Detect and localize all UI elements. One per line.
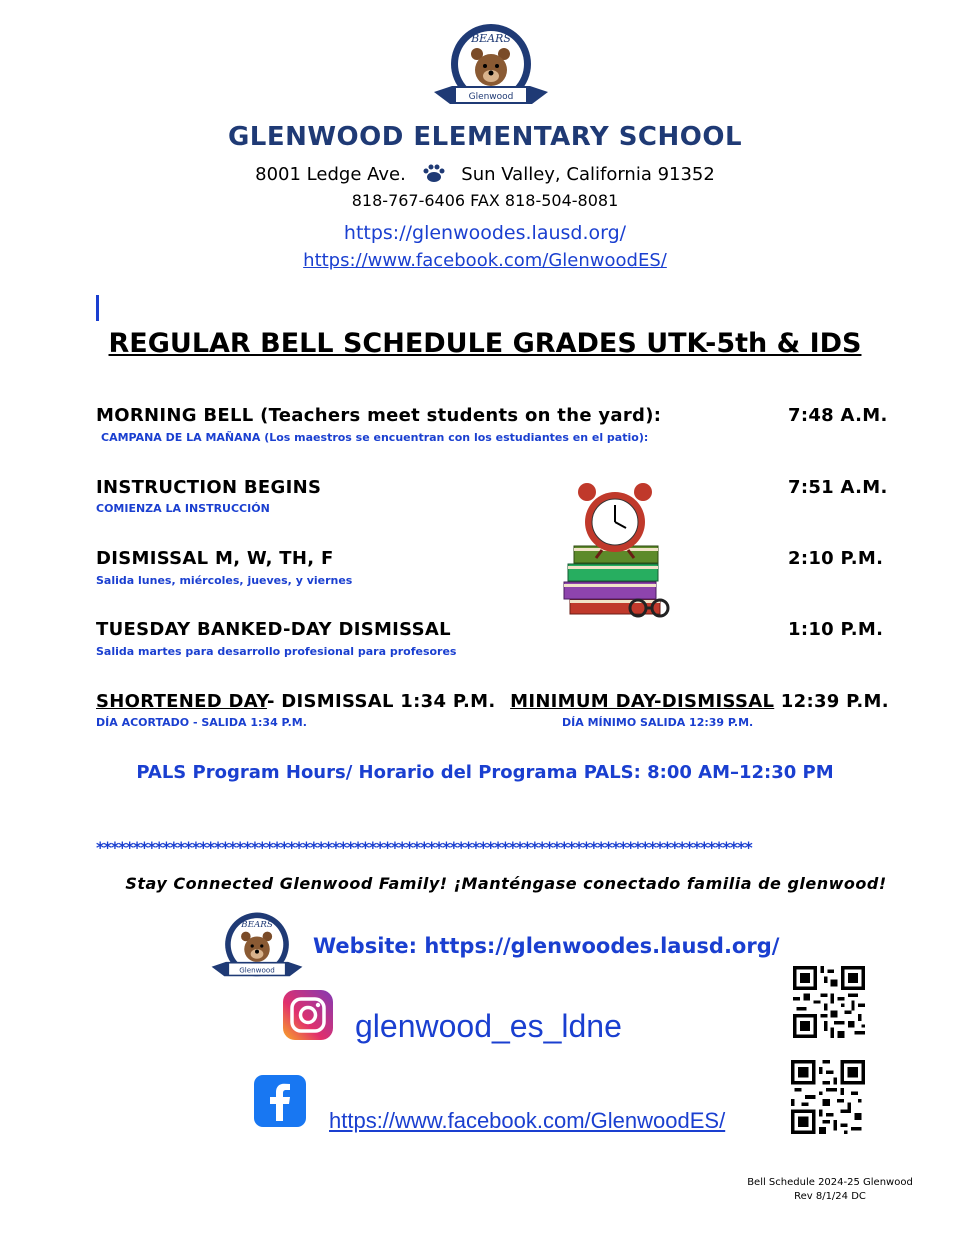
row-instruction-sub: COMIENZA LA INSTRUCCIÓN xyxy=(96,502,270,515)
pals-hours: PALS Program Hours/ Horario del Programa PALS: 8:00 AM–12:30 PM xyxy=(136,762,834,783)
connect-facebook-link[interactable]: https://www.facebook.com/GlenwoodES/ xyxy=(329,1108,726,1133)
paw-icon xyxy=(420,163,448,185)
address-city: Sun Valley, California 91352 xyxy=(461,164,715,185)
stay-connected-heading: Stay Connected Glenwood Family! ¡Manténgase conectado familia de glenwood! xyxy=(125,874,887,893)
school-address xyxy=(0,163,970,185)
small-school-logo xyxy=(210,908,304,988)
address-street: 8001 Ledge Ave. xyxy=(255,164,406,185)
minimum-day-label: MINIMUM DAY-DISMISSAL xyxy=(510,691,775,712)
website-link[interactable]: https://glenwoodes.lausd.org/ xyxy=(343,222,627,244)
website-qr-code xyxy=(793,966,865,1042)
footer xyxy=(700,1176,960,1204)
minimum-day-rest: 12:39 P.M. xyxy=(774,691,889,712)
shortened-minimum-line xyxy=(96,691,889,712)
row-tuesday-label: TUESDAY BANKED-DAY DISMISSAL xyxy=(96,619,451,640)
instagram-handle[interactable]: glenwood_es_ldne xyxy=(355,1008,622,1044)
school-name: GLENWOOD ELEMENTARY SCHOOL xyxy=(227,122,743,152)
footer-line-2: Rev 8/1/24 DC xyxy=(794,1191,866,1202)
school-logo xyxy=(432,20,550,116)
shortened-day-sub: DÍA ACORTADO - SALIDA 1:34 P.M. xyxy=(96,716,307,729)
facebook-qr-code xyxy=(791,1060,865,1138)
clock-books-illustration xyxy=(560,480,680,629)
row-instruction-time: 7:51 A.M. xyxy=(788,477,888,498)
small-logo-ribbon-text: Glenwood xyxy=(239,965,275,975)
row-dismissal-sub: Salida lunes, miércoles, jueves, y viernes xyxy=(96,574,353,587)
text-cursor xyxy=(96,295,99,321)
row-dismissal-time: 2:10 P.M. xyxy=(788,548,884,569)
row-tuesday-sub: Salida martes para desarrollo profesional para profesores xyxy=(96,645,457,658)
logo-ribbon-text: Glenwood xyxy=(468,92,514,102)
schedule-title: REGULAR BELL SCHEDULE GRADES UTK-5th & IDS xyxy=(108,328,862,359)
shortened-day-label: SHORTENED DAY xyxy=(96,691,267,712)
row-dismissal-label: DISMISSAL M, W, TH, F xyxy=(96,548,334,569)
facebook-link[interactable]: https://www.facebook.com/GlenwoodES/ xyxy=(303,250,667,271)
logo-top-text: BEARS xyxy=(471,32,511,45)
shortened-day-rest: - DISMISSAL 1:34 P.M. xyxy=(266,691,496,712)
minimum-day-sub: DÍA MÍNIMO SALIDA 12:39 P.M. xyxy=(562,716,754,729)
phone-fax: 818-767-6406 FAX 818-504-8081 xyxy=(351,191,619,210)
row-morning-bell-sub: CAMPANA DE LA MAÑANA (Los maestros se encuentran con los estudiantes en el patio): xyxy=(101,431,649,444)
instagram-icon[interactable] xyxy=(283,990,333,1044)
connect-website[interactable]: Website: https://glenwoodes.lausd.org/ xyxy=(313,934,780,958)
divider-stars: ***************************************************************************************** xyxy=(96,838,752,857)
small-logo-top-text: BEARS xyxy=(241,919,273,930)
row-instruction-label: INSTRUCTION BEGINS xyxy=(96,477,322,498)
row-morning-bell-time: 7:48 A.M. xyxy=(788,405,888,426)
footer-line-1: Bell Schedule 2024-25 Glenwood xyxy=(747,1177,913,1188)
facebook-icon[interactable] xyxy=(254,1075,306,1131)
row-tuesday-time: 1:10 P.M. xyxy=(788,619,884,640)
row-morning-bell-label: MORNING BELL (Teachers meet students on the yard): xyxy=(96,405,662,426)
